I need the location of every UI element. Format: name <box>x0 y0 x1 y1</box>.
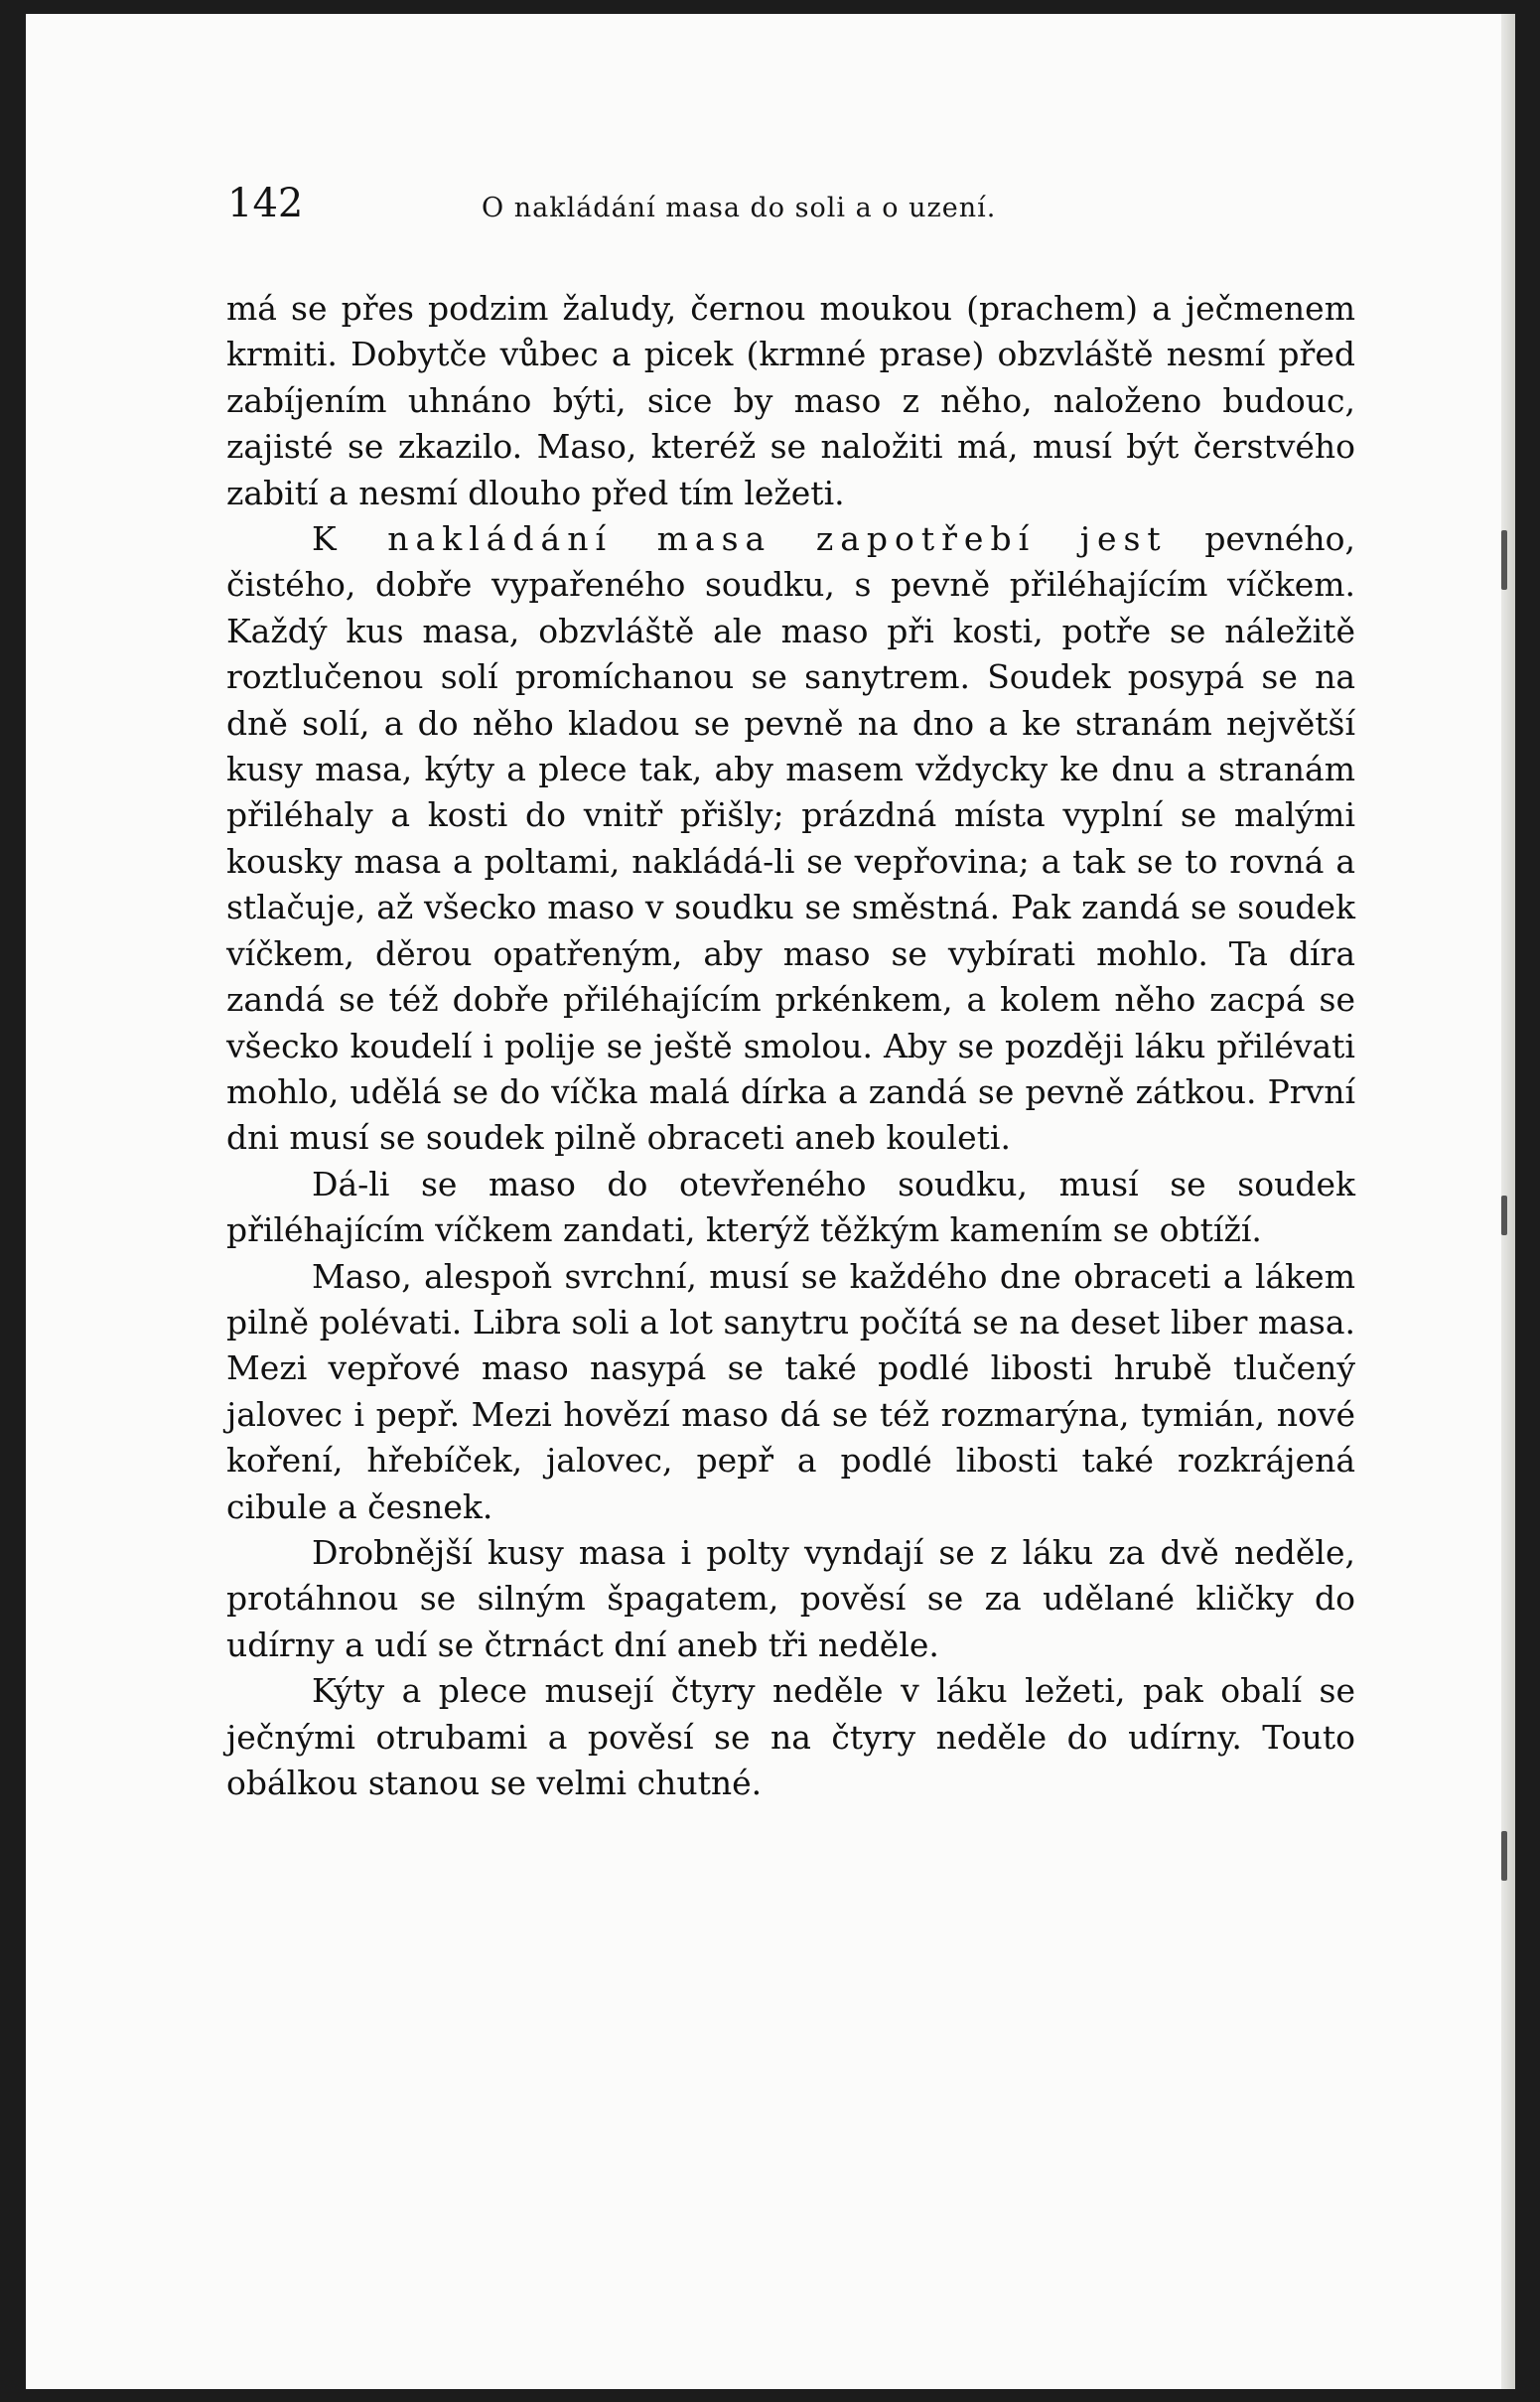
page-header <box>227 181 1356 240</box>
paragraph: Kýty a plece musejí čtyry neděle v láku ležeti, pak obalí se ječnými otrubami a pověsí se na čtyry neděle do udírny. Touto obálkou stanou se velmi chutné. <box>226 1671 1355 1802</box>
spaced-lead-text: K nakládání masa zapotřebí jest <box>312 519 1168 559</box>
paragraph: má se přes podzim žaludy, černou moukou (prachem) a ječmenem krmiti. Dobytče vůbec a picek (krmné prase) obzvláště nesmí před zabíjením uhnáno býti, sice by maso z něho, naloženo budouc, zajisté se zkazilo. Maso, kteréž se naložiti má, musí být čerstvého zabití a nesmí dlouho před tím ležeti. <box>226 289 1355 512</box>
paragraph: Dá-li se maso do otevřeného soudku, musí se soudek přiléhajícím víčkem zandati, kterýž těžkým kamením se obtíží. <box>226 1164 1355 1250</box>
book-page <box>26 14 1515 2389</box>
paragraph <box>226 516 1355 1162</box>
body-text <box>226 286 1355 1806</box>
edge-mark <box>1501 1831 1507 1881</box>
edge-mark <box>1501 1196 1507 1235</box>
paragraph: Maso, alespoň svrchní, musí se každého dne obraceti a lákem pilně polévati. Libra soli a lot sanytru počítá se na deset liber masa. Mezi vepřové maso nasypá se také podlé libosti hrubě tlučený jalovec i pepř. Mezi hovězí maso dá se též rozmarýna, tymián, nové koření, hřebíček, jalovec, pepř a podlé libosti také rozkrájená cibule a česnek. <box>226 1256 1355 1526</box>
running-title: O nakládání masa do soli a o uzení. <box>482 193 997 223</box>
paragraph-text: pevného, čistého, dobře vypařeného soudku, s pevně přiléhajícím víčkem. Každý kus masa, obzvláště ale maso při kosti, potře se náležitě roztlučenou solí promíchanou se sanytrem. Soudek posypá se na dně solí, a do něho kladou se pevně na dno a ke stranám největší kusy masa, kýty a plece tak, aby masem vždycky ke dnu a stranám přiléhaly a kosti do vnitř přišly; prázdná místa vyplní se malými kousky masa a poltami, nakládá-li se vepřovina; a tak se to rovná a stlačuje, až všecko maso v soudku se směstná. Pak zandá se soudek víčkem, děrou opatřeným, aby maso se vybírati mohlo. Ta díra zandá se též dobře přiléhajícím prkénkem, a kolem něho zacpá se všecko koudelí i polije se ještě smolou. Aby se později láku přilévati mohlo, udělá se do víčka malá dírka a zandá se pevně zátkou. První dni musí se soudek pilně obraceti aneb kouleti. <box>226 519 1356 1158</box>
page-number: 142 <box>227 181 304 226</box>
edge-mark <box>1501 530 1507 590</box>
paragraph: Drobnější kusy masa i polty vyndají se z láku za dvě neděle, protáhnou se silným špagatem, pověsí se za udělané kličky do udírny a udí se čtrnáct dní aneb tři neděle. <box>226 1532 1355 1664</box>
